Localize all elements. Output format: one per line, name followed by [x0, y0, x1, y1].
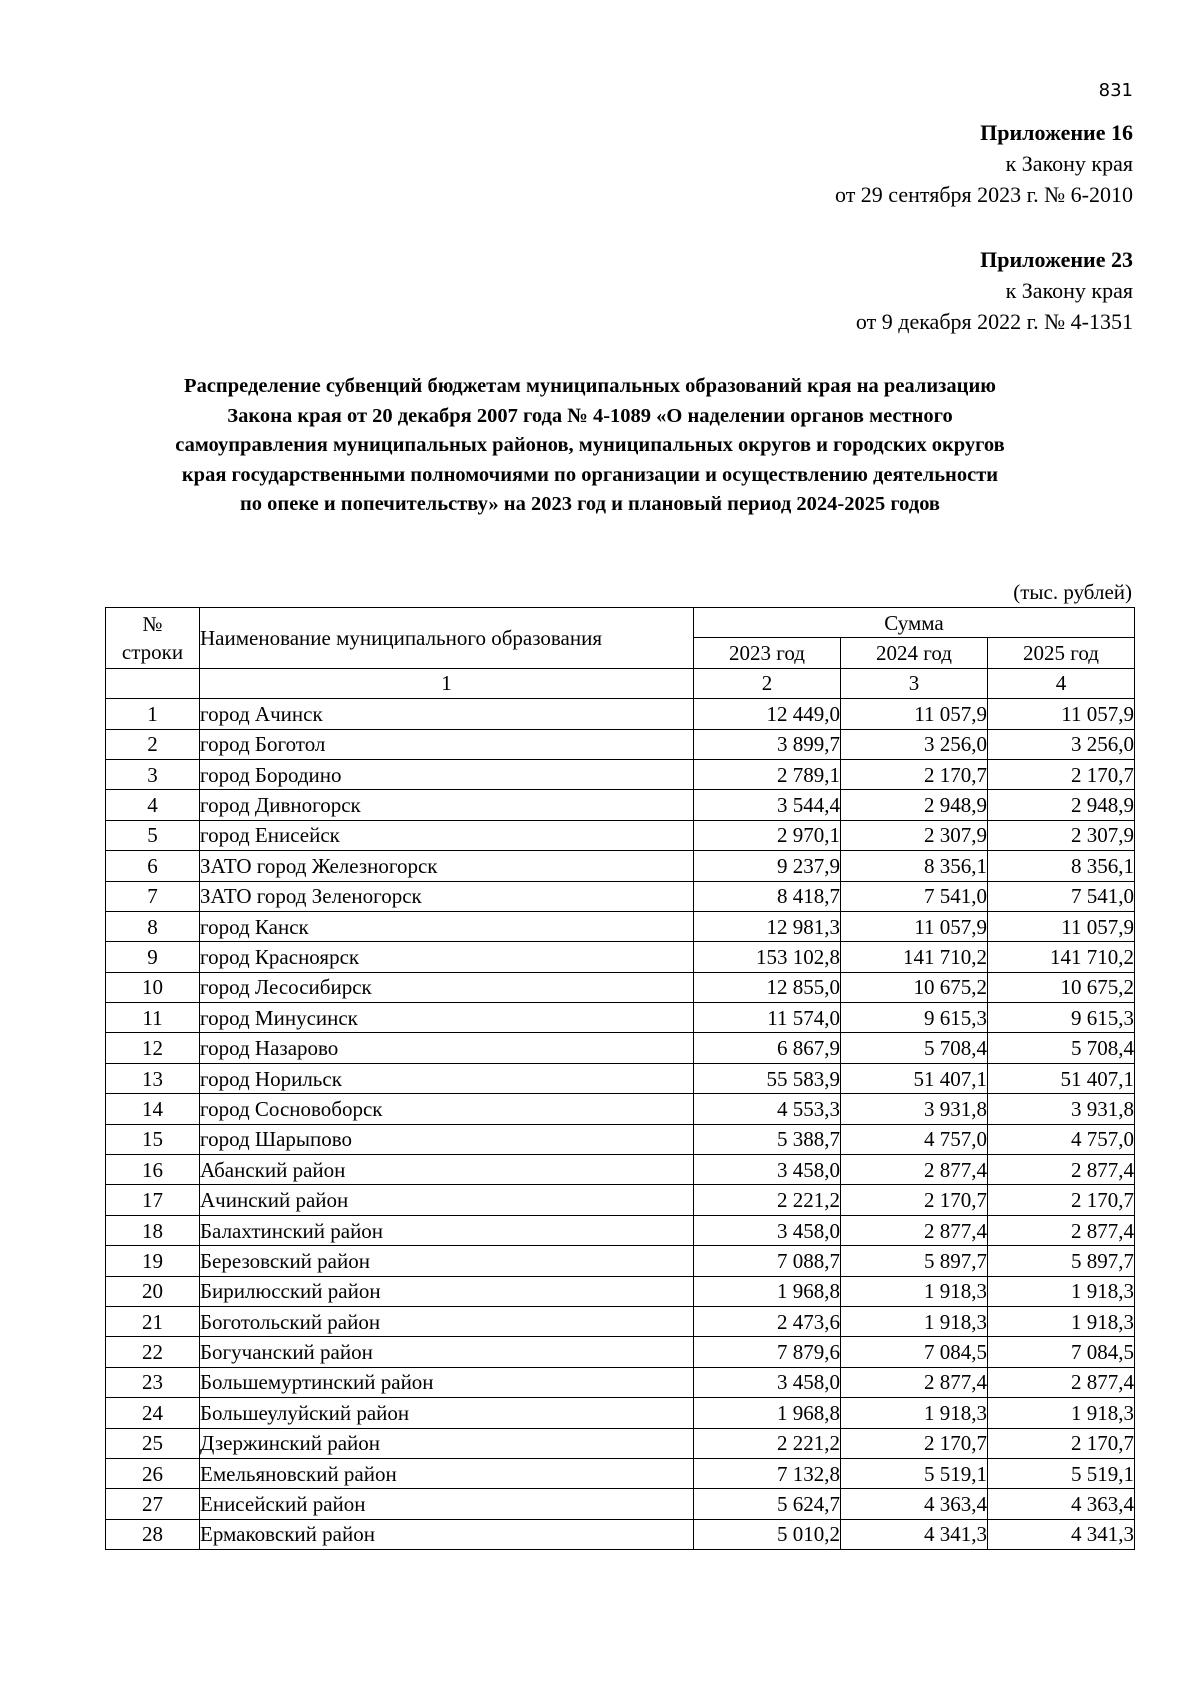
row-number-cell: 3	[106, 759, 200, 789]
municipality-name-cell: город Норильск	[200, 1063, 694, 1093]
amount-2025-cell: 11 057,9	[988, 699, 1135, 729]
table-row	[106, 942, 1135, 972]
amount-2024-cell: 2 307,9	[841, 820, 988, 850]
row-number-cell: 18	[106, 1215, 200, 1245]
row-number-cell: 7	[106, 881, 200, 911]
amount-2024-cell: 51 407,1	[841, 1063, 988, 1093]
header-sum: Сумма	[694, 608, 1135, 638]
table-row	[106, 911, 1135, 941]
appendix-23-law-ref: к Закону края	[1005, 278, 1133, 303]
table-row	[106, 1003, 1135, 1033]
amount-2023-cell: 1 968,8	[694, 1398, 841, 1428]
amount-2025-cell: 141 710,2	[988, 942, 1135, 972]
amount-2025-cell: 2 170,7	[988, 1185, 1135, 1215]
amount-2023-cell: 3 458,0	[694, 1215, 841, 1245]
amount-2023-cell: 8 418,7	[694, 881, 841, 911]
row-number-cell: 8	[106, 911, 200, 941]
amount-2024-cell: 7 541,0	[841, 881, 988, 911]
amount-2025-cell: 2 877,4	[988, 1215, 1135, 1245]
appendix-23-date: от 9 декабря 2022 г. № 4-1351	[855, 309, 1133, 334]
row-number-cell: 28	[106, 1519, 200, 1549]
column-number: 2	[694, 668, 841, 698]
amount-2023-cell: 3 899,7	[694, 729, 841, 759]
title-line: Закона края от 20 декабря 2007 года № 4-1089 «О наделении органов местного	[227, 404, 953, 427]
table-row	[106, 1063, 1135, 1093]
title-line: края государственными полномочиями по организации и осуществлению деятельности	[181, 463, 999, 486]
appendix-23-title: Приложение 23	[980, 247, 1133, 272]
municipality-name-cell: город Бородино	[200, 759, 694, 789]
title-line: по опеке и попечительству» на 2023 год и плановый период 2024-2025 годов	[239, 493, 941, 515]
row-number-cell: 17	[106, 1185, 200, 1215]
row-number-cell: 6	[106, 851, 200, 881]
amount-2024-cell: 11 057,9	[841, 911, 988, 941]
table-row	[106, 820, 1135, 850]
amount-2025-cell: 5 519,1	[988, 1458, 1135, 1488]
amount-2024-cell: 5 708,4	[841, 1033, 988, 1063]
municipality-name-cell: город Красноярск	[200, 942, 694, 972]
amount-2025-cell: 3 931,8	[988, 1094, 1135, 1124]
amount-2024-cell: 11 057,9	[841, 699, 988, 729]
municipality-name-cell: Богучанский район	[200, 1337, 694, 1367]
table-body	[106, 699, 1135, 1550]
amount-2025-cell: 4 363,4	[988, 1489, 1135, 1519]
amount-2024-cell: 5 519,1	[841, 1458, 988, 1488]
table-row	[106, 1489, 1135, 1519]
amount-2025-cell: 2 307,9	[988, 820, 1135, 850]
row-number-cell: 9	[106, 942, 200, 972]
amount-2023-cell: 12 855,0	[694, 972, 841, 1002]
document-title	[90, 372, 1090, 520]
amount-2024-cell: 2 877,4	[841, 1215, 988, 1245]
header-name: Наименование муниципального образования	[200, 608, 694, 669]
row-number-cell: 12	[106, 1033, 200, 1063]
amount-2024-cell: 1 918,3	[841, 1306, 988, 1336]
municipality-name-cell: Ермаковский район	[200, 1519, 694, 1549]
amount-2023-cell: 2 789,1	[694, 759, 841, 789]
unit-note: (тыс. рублей)	[1013, 580, 1132, 604]
municipality-name-cell: город Енисейск	[200, 820, 694, 850]
municipality-name-cell: Абанский район	[200, 1155, 694, 1185]
amount-2025-cell: 8 356,1	[988, 851, 1135, 881]
amount-2023-cell: 12 981,3	[694, 911, 841, 941]
municipality-name-cell: город Сосновоборск	[200, 1094, 694, 1124]
amount-2025-cell: 4 341,3	[988, 1519, 1135, 1549]
amount-2025-cell: 5 708,4	[988, 1033, 1135, 1063]
amount-2024-cell: 2 170,7	[841, 1428, 988, 1458]
amount-2025-cell: 1 918,3	[988, 1306, 1135, 1336]
row-number-cell: 2	[106, 729, 200, 759]
title-line: самоуправления муниципальных районов, муниципальных округов и городских округов	[175, 434, 1005, 456]
amount-2023-cell: 2 221,2	[694, 1428, 841, 1458]
municipality-name-cell: Енисейский район	[200, 1489, 694, 1519]
appendix-16-title: Приложение 16	[980, 120, 1133, 145]
amount-2023-cell: 3 544,4	[694, 790, 841, 820]
table-row	[106, 699, 1135, 729]
table-row	[106, 972, 1135, 1002]
row-number-cell: 26	[106, 1458, 200, 1488]
municipality-name-cell: Ачинский район	[200, 1185, 694, 1215]
amount-2023-cell: 2 473,6	[694, 1306, 841, 1336]
table-row	[106, 1306, 1135, 1336]
row-number-cell: 24	[106, 1398, 200, 1428]
amount-2024-cell: 4 341,3	[841, 1519, 988, 1549]
amount-2023-cell: 2 221,2	[694, 1185, 841, 1215]
amount-2025-cell: 2 877,4	[988, 1155, 1135, 1185]
table-row	[106, 1215, 1135, 1245]
row-number-cell: 27	[106, 1489, 200, 1519]
amount-2024-cell: 1 918,3	[841, 1398, 988, 1428]
row-number-cell: 22	[106, 1337, 200, 1367]
table-row	[106, 729, 1135, 759]
row-number-cell: 19	[106, 1246, 200, 1276]
amount-2025-cell: 51 407,1	[988, 1063, 1135, 1093]
row-number-cell: 23	[106, 1367, 200, 1397]
amount-2024-cell: 4 757,0	[841, 1124, 988, 1154]
amount-2023-cell: 2 970,1	[694, 820, 841, 850]
amount-2024-cell: 2 948,9	[841, 790, 988, 820]
amount-2024-cell: 7 084,5	[841, 1337, 988, 1367]
amount-2025-cell: 2 948,9	[988, 790, 1135, 820]
amount-2023-cell: 4 553,3	[694, 1094, 841, 1124]
municipality-name-cell: Боготольский район	[200, 1306, 694, 1336]
amount-2023-cell: 1 968,8	[694, 1276, 841, 1306]
appendix-16-block	[835, 117, 1133, 210]
row-number-cell: 25	[106, 1428, 200, 1458]
table-row	[106, 851, 1135, 881]
header-year-2025: 2025 год	[988, 638, 1135, 668]
amount-2023-cell: 6 867,9	[694, 1033, 841, 1063]
table-row	[106, 1398, 1135, 1428]
amount-2023-cell: 7 879,6	[694, 1337, 841, 1367]
column-number: 3	[841, 668, 988, 698]
amount-2023-cell: 11 574,0	[694, 1003, 841, 1033]
amount-2023-cell: 5 624,7	[694, 1489, 841, 1519]
header-row-number	[106, 608, 200, 669]
appendix-16-law-ref: к Закону края	[1005, 151, 1133, 176]
amount-2024-cell: 1 918,3	[841, 1276, 988, 1306]
header-num-label: строки	[121, 639, 184, 664]
amount-2024-cell: 8 356,1	[841, 851, 988, 881]
amount-2025-cell: 7 084,5	[988, 1337, 1135, 1367]
municipality-name-cell: ЗАТО город Железногорск	[200, 851, 694, 881]
amount-2023-cell: 9 237,9	[694, 851, 841, 881]
amount-2023-cell: 7 132,8	[694, 1458, 841, 1488]
amount-2025-cell: 1 918,3	[988, 1398, 1135, 1428]
amount-2024-cell: 9 615,3	[841, 1003, 988, 1033]
amount-2023-cell: 3 458,0	[694, 1367, 841, 1397]
table-row	[106, 1124, 1135, 1154]
amount-2024-cell: 3 256,0	[841, 729, 988, 759]
amount-2025-cell: 11 057,9	[988, 911, 1135, 941]
amount-2025-cell: 10 675,2	[988, 972, 1135, 1002]
row-number-cell: 11	[106, 1003, 200, 1033]
municipality-name-cell: Большеулуйский район	[200, 1398, 694, 1428]
amount-2024-cell: 3 931,8	[841, 1094, 988, 1124]
row-number-cell: 21	[106, 1306, 200, 1336]
municipality-name-cell: ЗАТО город Зеленогорск	[200, 881, 694, 911]
amount-2025-cell: 1 918,3	[988, 1276, 1135, 1306]
row-number-cell: 20	[106, 1276, 200, 1306]
municipality-name-cell: город Минусинск	[200, 1003, 694, 1033]
municipality-name-cell: город Шарыпово	[200, 1124, 694, 1154]
municipality-name-cell: город Лесосибирск	[200, 972, 694, 1002]
table-row	[106, 1033, 1135, 1063]
amount-2024-cell: 2 170,7	[841, 1185, 988, 1215]
table-row	[106, 1337, 1135, 1367]
table-row	[106, 1246, 1135, 1276]
page-number: 831	[1098, 80, 1133, 101]
column-number-row	[106, 668, 1135, 698]
row-number-cell: 13	[106, 1063, 200, 1093]
amount-2024-cell: 5 897,7	[841, 1246, 988, 1276]
amount-2025-cell: 2 877,4	[988, 1367, 1135, 1397]
table-row	[106, 1458, 1135, 1488]
header-num-symbol: №	[142, 611, 163, 636]
row-number-cell: 5	[106, 820, 200, 850]
appendix-16-date: от 29 сентября 2023 г. № 6-2010	[834, 182, 1133, 207]
municipality-name-cell: город Дивногорск	[200, 790, 694, 820]
amount-2024-cell: 2 877,4	[841, 1155, 988, 1185]
amount-2025-cell: 9 615,3	[988, 1003, 1135, 1033]
table-row	[106, 1367, 1135, 1397]
municipality-name-cell: Дзержинский район	[200, 1428, 694, 1458]
municipality-name-cell: Большемуртинский район	[200, 1367, 694, 1397]
amount-2024-cell: 2 877,4	[841, 1367, 988, 1397]
amount-2025-cell: 7 541,0	[988, 881, 1135, 911]
amount-2023-cell: 3 458,0	[694, 1155, 841, 1185]
column-number: 1	[200, 668, 694, 698]
row-number-cell: 16	[106, 1155, 200, 1185]
subvention-table	[105, 607, 1135, 1550]
municipality-name-cell: город Канск	[200, 911, 694, 941]
table-row	[106, 1094, 1135, 1124]
amount-2024-cell: 4 363,4	[841, 1489, 988, 1519]
amount-2023-cell: 55 583,9	[694, 1063, 841, 1093]
table-row	[106, 881, 1135, 911]
amount-2025-cell: 3 256,0	[988, 729, 1135, 759]
municipality-name-cell: Балахтинский район	[200, 1215, 694, 1245]
column-number-empty	[106, 668, 200, 698]
amount-2025-cell: 5 897,7	[988, 1246, 1135, 1276]
municipality-name-cell: город Боготол	[200, 729, 694, 759]
amount-2025-cell: 2 170,7	[988, 1428, 1135, 1458]
municipality-name-cell: город Назарово	[200, 1033, 694, 1063]
table-row	[106, 759, 1135, 789]
table-row	[106, 1276, 1135, 1306]
table-row	[106, 790, 1135, 820]
header-year-2023: 2023 год	[694, 638, 841, 668]
amount-2023-cell: 153 102,8	[694, 942, 841, 972]
amount-2023-cell: 12 449,0	[694, 699, 841, 729]
amount-2024-cell: 141 710,2	[841, 942, 988, 972]
municipality-name-cell: Емельяновский район	[200, 1458, 694, 1488]
row-number-cell: 15	[106, 1124, 200, 1154]
column-number: 4	[988, 668, 1135, 698]
header-year-2024: 2024 год	[841, 638, 988, 668]
title-line: Распределение субвенций бюджетам муниципальных образований края на реализацию	[184, 375, 996, 397]
municipality-name-cell: Бирилюсский район	[200, 1276, 694, 1306]
amount-2024-cell: 10 675,2	[841, 972, 988, 1002]
row-number-cell: 4	[106, 790, 200, 820]
amount-2025-cell: 2 170,7	[988, 759, 1135, 789]
amount-2025-cell: 4 757,0	[988, 1124, 1135, 1154]
table-row	[106, 1155, 1135, 1185]
amount-2024-cell: 2 170,7	[841, 759, 988, 789]
table-row	[106, 1428, 1135, 1458]
table-row	[106, 1185, 1135, 1215]
appendix-23-block	[856, 244, 1133, 337]
amount-2023-cell: 5 010,2	[694, 1519, 841, 1549]
amount-2023-cell: 7 088,7	[694, 1246, 841, 1276]
row-number-cell: 14	[106, 1094, 200, 1124]
table-row	[106, 1519, 1135, 1549]
municipality-name-cell: город Ачинск	[200, 699, 694, 729]
row-number-cell: 10	[106, 972, 200, 1002]
municipality-name-cell: Березовский район	[200, 1246, 694, 1276]
row-number-cell: 1	[106, 699, 200, 729]
amount-2023-cell: 5 388,7	[694, 1124, 841, 1154]
